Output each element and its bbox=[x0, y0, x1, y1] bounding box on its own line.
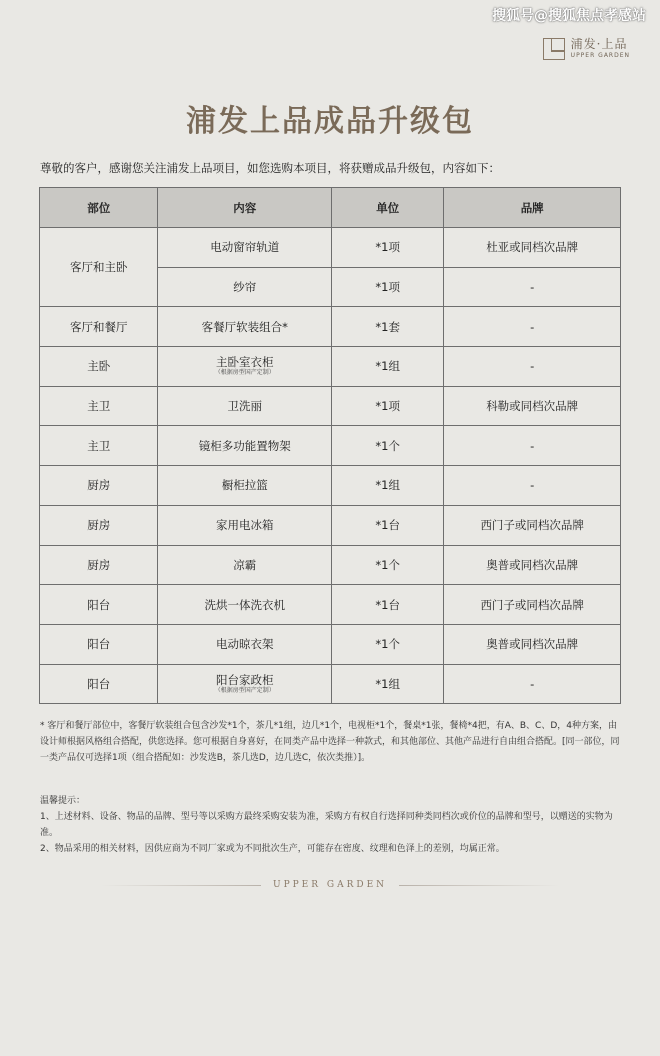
unit-cell: *1项 bbox=[332, 267, 444, 307]
unit-cell: *1组 bbox=[332, 466, 444, 506]
table-row bbox=[40, 307, 621, 347]
header-brand: 品牌 bbox=[444, 188, 621, 228]
area-cell: 厨房 bbox=[40, 545, 158, 585]
content-cell: 纱帘 bbox=[158, 267, 332, 307]
footer-line-right bbox=[399, 885, 559, 886]
table-row bbox=[40, 347, 621, 387]
content-cell: 镜柜多功能置物架 bbox=[158, 426, 332, 466]
area-cell: 客厅和餐厅 bbox=[40, 307, 158, 347]
area-cell: 主卫 bbox=[40, 426, 158, 466]
brand-cell: 西门子或同档次品牌 bbox=[444, 505, 621, 545]
tips-title: 温馨提示： bbox=[40, 796, 86, 806]
logo-en-text: UPPER GARDEN bbox=[570, 52, 630, 59]
page-title: 浦发上品成品升级包 bbox=[186, 104, 474, 139]
logo-mark-icon bbox=[543, 38, 565, 60]
footer-line-left bbox=[101, 885, 261, 886]
footer-brand-text: UPPER GARDEN bbox=[272, 880, 388, 890]
brand-cell: 西门子或同档次品牌 bbox=[444, 585, 621, 625]
brand-logo bbox=[543, 38, 630, 60]
brand-cell: 杜亚或同档次品牌 bbox=[444, 228, 621, 268]
tips-block bbox=[40, 793, 624, 857]
table-header-row bbox=[40, 188, 621, 228]
area-cell: 阳台 bbox=[40, 585, 158, 625]
unit-cell: *1套 bbox=[332, 307, 444, 347]
content-sub-note: （根据房型国产定制） bbox=[214, 686, 275, 694]
unit-cell: *1台 bbox=[332, 585, 444, 625]
logo-cn-text: 浦发·上品 bbox=[570, 37, 628, 51]
content-cell: 客餐厅软装组合* bbox=[158, 307, 332, 347]
area-cell: 厨房 bbox=[40, 466, 158, 506]
table-row bbox=[40, 228, 621, 268]
content-cell bbox=[158, 664, 332, 704]
content-cell: 电动窗帘轨道 bbox=[158, 228, 332, 268]
tip-item: 1、上述材料、设备、物品的品牌、型号等以采购方最终采购安装为准，采购方有权自行选择同种类同档次或价位的品牌和型号，以赠送的实物为准。 bbox=[40, 812, 613, 838]
unit-cell: *1台 bbox=[332, 505, 444, 545]
footer-divider bbox=[0, 880, 660, 890]
brand-cell: - bbox=[444, 426, 621, 466]
table-row bbox=[40, 466, 621, 506]
package-table bbox=[39, 187, 621, 704]
table-row bbox=[40, 664, 621, 704]
brand-cell: - bbox=[444, 307, 621, 347]
area-cell: 阳台 bbox=[40, 664, 158, 704]
content-main: 阳台家政柜 bbox=[215, 672, 274, 687]
tip-item: 2、物品采用的相关材料，因供应商为不同厂家或为不同批次生产，可能存在密度、纹理和色泽上的差别，均属正常。 bbox=[40, 844, 505, 854]
footnote-star: * 客厅和餐厅部位中，客餐厅软装组合包含沙发*1个，茶几*1组，边几*1个，电视柜*1个，餐桌*1张，餐椅*4把，有A、B、C、D，4种方案，由设计师根据风格组合搭配，供您选择。您可根据自身喜好，在同类产品中选择一种款式，和其他部位、其他产品进行自由组合搭配。[同一部位，同一类产品仅可选择1项（组合搭配如：沙发选B，茶几选D，边几选C，依次类推）]。 bbox=[40, 721, 620, 763]
area-cell: 主卧 bbox=[40, 347, 158, 387]
table-row bbox=[40, 426, 621, 466]
content-cell: 卫洗丽 bbox=[158, 386, 332, 426]
brand-cell: - bbox=[444, 267, 621, 307]
header-unit: 单位 bbox=[332, 188, 444, 228]
unit-cell: *1项 bbox=[332, 228, 444, 268]
content-main: 主卧室衣柜 bbox=[215, 355, 274, 370]
table-row bbox=[40, 585, 621, 625]
area-cell: 主卫 bbox=[40, 386, 158, 426]
content-cell: 电动晾衣架 bbox=[158, 624, 332, 664]
brand-cell: 奥普或同档次品牌 bbox=[444, 624, 621, 664]
content-cell: 洗烘一体洗衣机 bbox=[158, 585, 332, 625]
content-cell bbox=[158, 347, 332, 387]
header-area: 部位 bbox=[40, 188, 158, 228]
brand-cell: - bbox=[444, 347, 621, 387]
unit-cell: *1个 bbox=[332, 426, 444, 466]
watermark-text: 搜狐号@搜狐焦点孝感站 bbox=[492, 8, 646, 24]
content-cell: 凉霸 bbox=[158, 545, 332, 585]
brand-cell: - bbox=[444, 466, 621, 506]
intro-text: 尊敬的客户，感谢您关注浦发上品项目，如您选购本项目，将获赠成品升级包，内容如下： bbox=[40, 161, 500, 175]
brand-cell: 科勒或同档次品牌 bbox=[444, 386, 621, 426]
unit-cell: *1组 bbox=[332, 664, 444, 704]
header-content: 内容 bbox=[158, 188, 332, 228]
unit-cell: *1个 bbox=[332, 624, 444, 664]
brand-cell: 奥普或同档次品牌 bbox=[444, 545, 621, 585]
brand-cell: - bbox=[444, 664, 621, 704]
area-cell: 阳台 bbox=[40, 624, 158, 664]
table-row bbox=[40, 386, 621, 426]
area-cell: 厨房 bbox=[40, 505, 158, 545]
table-row bbox=[40, 624, 621, 664]
table-row bbox=[40, 545, 621, 585]
unit-cell: *1项 bbox=[332, 386, 444, 426]
unit-cell: *1个 bbox=[332, 545, 444, 585]
area-cell: 客厅和主卧 bbox=[40, 228, 158, 307]
content-cell: 家用电冰箱 bbox=[158, 505, 332, 545]
table-row bbox=[40, 505, 621, 545]
content-cell: 橱柜拉篮 bbox=[158, 466, 332, 506]
unit-cell: *1组 bbox=[332, 347, 444, 387]
content-sub-note: （根据房型国产定制） bbox=[214, 369, 275, 377]
